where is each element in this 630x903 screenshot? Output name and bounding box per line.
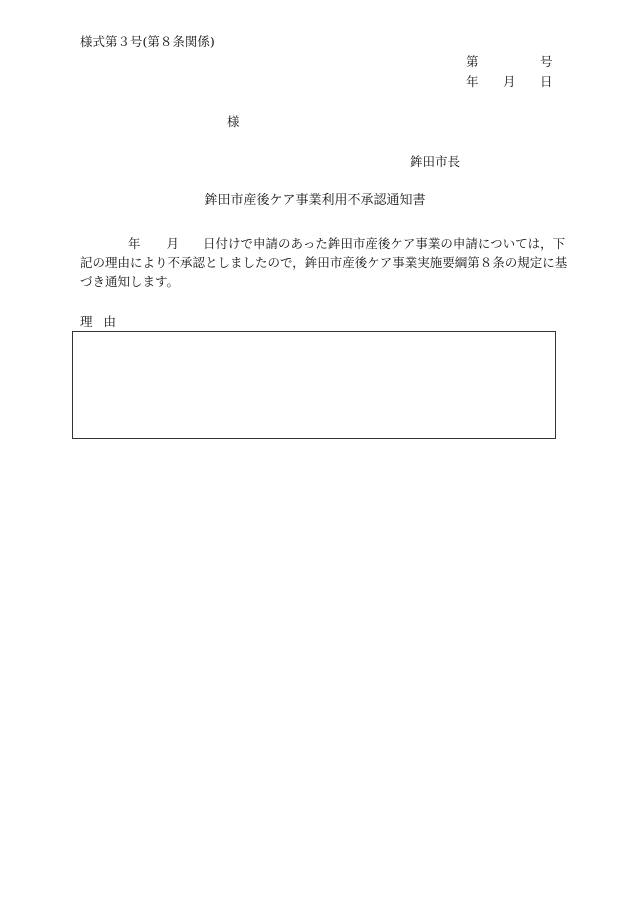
reason-label-char-2: 由 (103, 314, 118, 329)
notice-body-line-3: づき通知します。 (80, 274, 180, 289)
reason-field-box[interactable] (72, 331, 556, 439)
notice-body-line-1 (80, 234, 566, 253)
issuer-name: 鉾田市長 (410, 154, 461, 169)
notice-body (80, 234, 568, 291)
document-number-prefix: 第 (466, 54, 479, 69)
body-month-label: 月 (166, 236, 180, 251)
document-title: 鉾田市産後ケア事業利用不承認通知書 (204, 193, 426, 208)
document-number-suffix: 号 (540, 54, 553, 69)
body-line-1-text: 日付けで申請のあった鉾田市産後ケア事業の申請については，下 (203, 236, 566, 251)
addressee-honorific: 様 (227, 114, 240, 129)
reason-label-char-1: 理 (80, 314, 94, 329)
body-year-label: 年 (128, 236, 141, 251)
date-year-label: 年 (466, 74, 479, 89)
date-month-label: 月 (503, 74, 516, 89)
reason-label (80, 314, 117, 330)
date-day-label: 日 (540, 74, 553, 89)
form-number: 様式第３号(第８条関係) (80, 34, 215, 49)
notice-body-line-2: 記の理由により不承認としましたので，鉾田市産後ケア事業実施要綱第８条の規定に基 (80, 255, 568, 270)
